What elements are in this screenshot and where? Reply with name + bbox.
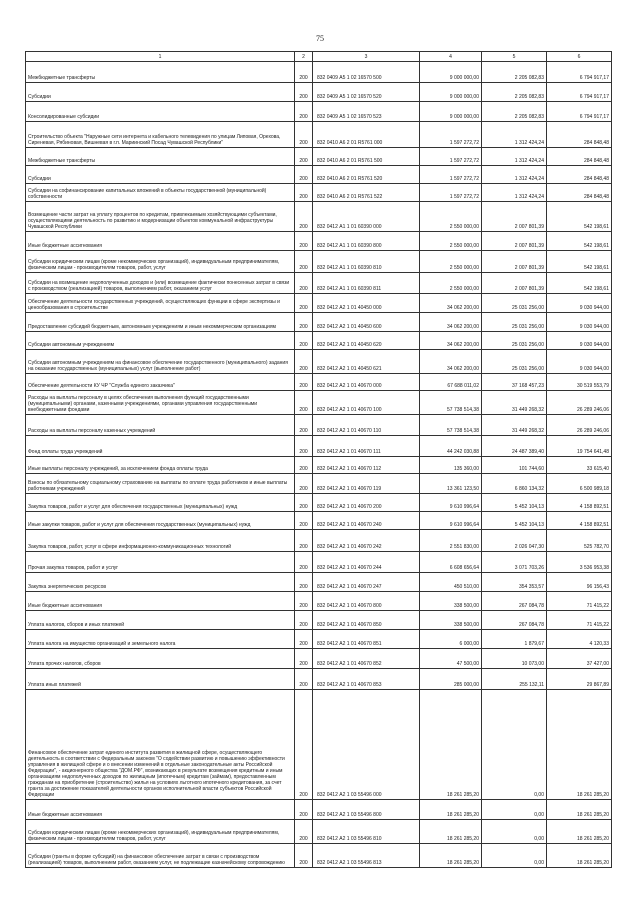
table-row (26, 350, 612, 374)
row-ved-cell: 200 (295, 350, 313, 374)
row-ved-cell: 200 (295, 800, 313, 820)
row-plan-cell: 34 062 200,00 (420, 313, 482, 332)
row-ved-cell: 200 (295, 166, 313, 184)
row-rest-cell: 6 794 917,17 (547, 102, 612, 122)
row-name-cell: Возмещение части затрат на уплату процентов по кредитам, привлекаемым хозяйствующими субъектами, осуществляющими деятельность по развитию и модернизации объектов коммунальной инфраструктуры Чувашской Республики (26, 202, 295, 232)
row-plan-cell: 1 597 272,72 (420, 148, 482, 166)
row-fact-cell: 0,00 (482, 690, 547, 800)
table-body (26, 62, 612, 868)
row-fact-cell: 1 312 424,24 (482, 166, 547, 184)
row-name-cell: Субсидии на возмещение недополученных доходов и (или) возмещение фактически понесенных затрат в связи с производством (реализацией) товаров, выполнением работ, оказанием услуг (26, 273, 295, 294)
row-fact-cell: 2 026 047,30 (482, 530, 547, 552)
table-row (26, 83, 612, 102)
row-rest-cell: 4 158 892,51 (547, 494, 612, 512)
row-fact-cell: 25 031 256,00 (482, 313, 547, 332)
row-rest-cell: 542 198,61 (547, 251, 612, 273)
row-plan-cell: 6 608 656,64 (420, 552, 482, 573)
row-plan-cell: 1 597 272,72 (420, 166, 482, 184)
table-row (26, 62, 612, 83)
row-plan-cell: 34 062 200,00 (420, 350, 482, 374)
row-name-cell: Иные бюджетные ассигнования (26, 800, 295, 820)
page-number: 75 (316, 34, 324, 43)
row-code-cell: 832 0412 А2 1 01 40670 111 (313, 436, 420, 457)
row-name-cell: Субсидии юридическим лицам (кроме некоммерческих организаций), индивидуальным предпринимателям, физическим лицам - производителям товаров, работ, услуг (26, 251, 295, 273)
row-rest-cell: 542 198,61 (547, 232, 612, 251)
row-rest-cell: 6 794 917,17 (547, 62, 612, 83)
table-row (26, 251, 612, 273)
table-row (26, 512, 612, 530)
row-ved-cell: 200 (295, 436, 313, 457)
row-fact-cell: 0,00 (482, 820, 547, 844)
row-name-cell: Субсидии автономным учреждениям на финансовое обеспечение государственного (муниципального) задания на оказание государственных (муниципальных) услуг (выполнение работ) (26, 350, 295, 374)
table-row (26, 273, 612, 294)
row-ved-cell: 200 (295, 391, 313, 415)
row-ved-cell: 200 (295, 415, 313, 436)
row-rest-cell: 9 030 944,00 (547, 332, 612, 350)
row-ved-cell: 200 (295, 820, 313, 844)
row-code-cell: 832 0412 А2 1 01 40670 853 (313, 669, 420, 690)
row-code-cell: 832 0412 А1 1 01 60390 811 (313, 273, 420, 294)
row-ved-cell: 200 (295, 669, 313, 690)
row-ved-cell: 200 (295, 844, 313, 868)
row-fact-cell: 1 879,67 (482, 630, 547, 649)
column-header-1: 1 (26, 52, 295, 62)
row-code-cell: 832 0412 А2 1 01 40670 851 (313, 630, 420, 649)
table-row (26, 494, 612, 512)
row-fact-cell: 10 073,00 (482, 649, 547, 669)
row-ved-cell: 200 (295, 530, 313, 552)
row-ved-cell: 200 (295, 573, 313, 592)
row-plan-cell: 2 550 000,00 (420, 251, 482, 273)
row-ved-cell: 200 (295, 649, 313, 669)
table-row (26, 313, 612, 332)
row-ved-cell: 200 (295, 148, 313, 166)
row-plan-cell: 34 062 200,00 (420, 332, 482, 350)
row-code-cell: 832 0412 А2 1 01 40670 852 (313, 649, 420, 669)
row-fact-cell: 31 449 268,32 (482, 415, 547, 436)
row-name-cell: Уплата иных платежей (26, 669, 295, 690)
row-name-cell: Субсидии (26, 83, 295, 102)
row-code-cell: 832 0410 А6 2 01 R5761 000 (313, 122, 420, 148)
table-row (26, 649, 612, 669)
row-rest-cell: 33 615,40 (547, 457, 612, 474)
row-plan-cell: 18 261 285,20 (420, 690, 482, 800)
row-ved-cell: 200 (295, 184, 313, 202)
column-header-2: 2 (295, 52, 313, 62)
row-code-cell: 832 0412 А2 1 01 40450 621 (313, 350, 420, 374)
row-rest-cell: 96 156,43 (547, 573, 612, 592)
row-name-cell: Консолидированные субсидии (26, 102, 295, 122)
row-plan-cell: 18 261 285,20 (420, 844, 482, 868)
row-code-cell: 832 0412 А2 1 01 40670 800 (313, 592, 420, 611)
row-rest-cell: 26 289 246,06 (547, 391, 612, 415)
row-plan-cell: 9 000 000,00 (420, 83, 482, 102)
table-row (26, 573, 612, 592)
row-ved-cell: 200 (295, 611, 313, 630)
row-plan-cell: 6 000,00 (420, 630, 482, 649)
row-plan-cell: 57 738 514,38 (420, 391, 482, 415)
table-row (26, 800, 612, 820)
row-fact-cell: 0,00 (482, 800, 547, 820)
row-plan-cell: 67 688 011,02 (420, 374, 482, 391)
column-header-3: 3 (313, 52, 420, 62)
row-plan-cell: 2 550 000,00 (420, 232, 482, 251)
row-ved-cell: 200 (295, 122, 313, 148)
table-row (26, 669, 612, 690)
row-rest-cell: 6 500 989,18 (547, 474, 612, 494)
row-fact-cell: 5 452 104,13 (482, 494, 547, 512)
row-plan-cell: 9 000 000,00 (420, 62, 482, 83)
row-code-cell: 832 0410 А6 2 01 R5761 500 (313, 148, 420, 166)
table-row (26, 374, 612, 391)
row-fact-cell: 3 071 703,26 (482, 552, 547, 573)
row-ved-cell: 200 (295, 313, 313, 332)
row-plan-cell: 44 242 030,88 (420, 436, 482, 457)
row-fact-cell: 5 452 104,13 (482, 512, 547, 530)
row-plan-cell: 57 738 514,38 (420, 415, 482, 436)
table-row (26, 232, 612, 251)
row-ved-cell: 200 (295, 552, 313, 573)
row-rest-cell: 30 519 553,79 (547, 374, 612, 391)
row-name-cell: Расходы на выплаты персоналу в целях обеспечения выполнения функций государственными (муниципальными) органами, казенными учреждениями, органами управления государственными внебюджетными фондами (26, 391, 295, 415)
row-fact-cell: 2 007 801,39 (482, 202, 547, 232)
row-fact-cell: 2 205 082,83 (482, 102, 547, 122)
row-name-cell: Строительство объекта "Наружные сети интернета и кабельного телевидения по улицам Липовая, Орехова, Сиреневая, Рябиновая, Вишневая в г.п. Мариинский Посад Чувашской Республики" (26, 122, 295, 148)
row-plan-cell: 9 000 000,00 (420, 102, 482, 122)
row-plan-cell: 338 500,00 (420, 611, 482, 630)
row-code-cell: 832 0412 А2 1 01 40670 112 (313, 457, 420, 474)
table-row (26, 415, 612, 436)
row-rest-cell: 284 848,48 (547, 148, 612, 166)
row-code-cell: 832 0412 А2 1 01 40670 200 (313, 494, 420, 512)
row-ved-cell: 200 (295, 273, 313, 294)
row-fact-cell: 267 084,78 (482, 611, 547, 630)
row-name-cell: Субсидии на софинансирование капитальных вложений в объекты государственной (муниципальной) собственности (26, 184, 295, 202)
row-code-cell: 832 0412 А2 1 01 40670 100 (313, 391, 420, 415)
row-code-cell: 832 0412 А2 1 01 40670 119 (313, 474, 420, 494)
row-code-cell: 832 0412 А2 1 03 55496 810 (313, 820, 420, 844)
row-fact-cell: 31 449 268,32 (482, 391, 547, 415)
row-name-cell: Уплата налогов, сборов и иных платежей (26, 611, 295, 630)
row-fact-cell: 2 205 082,83 (482, 62, 547, 83)
row-name-cell: Фонд оплаты труда учреждений (26, 436, 295, 457)
table-row (26, 611, 612, 630)
row-plan-cell: 18 261 285,20 (420, 800, 482, 820)
row-ved-cell: 200 (295, 83, 313, 102)
row-rest-cell: 4 158 892,51 (547, 512, 612, 530)
table-row (26, 148, 612, 166)
row-plan-cell: 135 360,00 (420, 457, 482, 474)
row-fact-cell: 37 168 457,23 (482, 374, 547, 391)
row-ved-cell: 200 (295, 332, 313, 350)
row-fact-cell: 25 031 256,00 (482, 350, 547, 374)
row-code-cell: 832 0412 А2 1 01 40670 850 (313, 611, 420, 630)
row-name-cell: Расходы на выплаты персоналу казенных учреждений (26, 415, 295, 436)
row-code-cell: 832 0412 А2 1 01 40670 240 (313, 512, 420, 530)
row-code-cell: 832 0412 А2 1 01 40450 600 (313, 313, 420, 332)
row-rest-cell: 9 030 944,00 (547, 294, 612, 313)
table-row (26, 202, 612, 232)
row-plan-cell: 2 551 830,00 (420, 530, 482, 552)
row-ved-cell: 200 (295, 294, 313, 313)
column-number-row (26, 52, 612, 62)
table-row (26, 457, 612, 474)
row-rest-cell: 19 754 641,48 (547, 436, 612, 457)
row-plan-cell: 18 261 285,20 (420, 820, 482, 844)
row-name-cell: Прочая закупка товаров, работ и услуг (26, 552, 295, 573)
table-row (26, 332, 612, 350)
row-name-cell: Закупка товаров, работ, услуг в сфере информационно-коммуникационных технологий (26, 530, 295, 552)
row-name-cell: Иные бюджетные ассигнования (26, 232, 295, 251)
row-plan-cell: 9 610 996,64 (420, 512, 482, 530)
row-code-cell: 832 0412 А2 1 03 55496 800 (313, 800, 420, 820)
row-fact-cell: 6 860 134,32 (482, 474, 547, 494)
row-ved-cell: 200 (295, 690, 313, 800)
row-rest-cell: 9 030 944,00 (547, 313, 612, 332)
row-name-cell: Субсидии автономным учреждениям (26, 332, 295, 350)
row-rest-cell: 26 289 246,06 (547, 415, 612, 436)
row-code-cell: 832 0412 А1 1 01 60390 800 (313, 232, 420, 251)
table-row (26, 844, 612, 868)
row-ved-cell: 200 (295, 474, 313, 494)
row-name-cell: Финансовое обеспечение затрат единого института развития в жилищной сфере, осуществляющего деятельность в соответствии с Федеральным законом "О содействии развитию и повышению эффективности управления в жилищной сфере и о внесении изменений в отдельные законодательные акты Российской Федерации", - акционерного общества "ДОМ.РФ", возникающих в результате возмещения кредитным и иным организациям недополученных доходов по жилищным (ипотечным) кредитам (займам), предоставленным гражданам на приобретение (строительство) жилья на условиях льготного ипотечного кредитования, за счет гранта за достижение показателей деятельности органов исполнительной власти субъектов Российской Федерации (26, 690, 295, 800)
row-plan-cell: 1 597 272,72 (420, 184, 482, 202)
row-plan-cell: 338 500,00 (420, 592, 482, 611)
row-code-cell: 832 0412 А2 1 01 40670 247 (313, 573, 420, 592)
row-code-cell: 832 0412 А2 1 03 55496 813 (313, 844, 420, 868)
row-rest-cell: 18 261 285,20 (547, 844, 612, 868)
row-name-cell: Предоставление субсидий бюджетным, автономным учреждениям и иным некоммерческим организациям (26, 313, 295, 332)
row-fact-cell: 2 007 801,39 (482, 251, 547, 273)
row-code-cell: 832 0412 А2 1 01 40670 244 (313, 552, 420, 573)
table-row (26, 122, 612, 148)
row-rest-cell: 542 198,61 (547, 202, 612, 232)
row-name-cell: Обеспечение деятельности государственных учреждений, осуществляющих функции в сфере экспертизы и ценообразования в строительстве (26, 294, 295, 313)
row-plan-cell: 2 550 000,00 (420, 202, 482, 232)
row-code-cell: 832 0412 А1 1 01 60390 810 (313, 251, 420, 273)
row-code-cell: 832 0412 А1 1 01 60390 000 (313, 202, 420, 232)
row-plan-cell: 2 550 000,00 (420, 273, 482, 294)
row-ved-cell: 200 (295, 630, 313, 649)
row-ved-cell: 200 (295, 251, 313, 273)
row-code-cell: 832 0412 А2 1 01 40450 000 (313, 294, 420, 313)
row-fact-cell: 24 487 389,40 (482, 436, 547, 457)
row-name-cell: Иные закупки товаров, работ и услуг для обеспечения государственных (муниципальных) нужд (26, 512, 295, 530)
row-name-cell: Обеспечение деятельности КУ ЧР "Служба единого заказчика" (26, 374, 295, 391)
row-rest-cell: 6 794 917,17 (547, 83, 612, 102)
row-rest-cell: 29 867,89 (547, 669, 612, 690)
row-ved-cell: 200 (295, 202, 313, 232)
table-row (26, 552, 612, 573)
column-header-5: 5 (482, 52, 547, 62)
row-rest-cell: 3 536 953,38 (547, 552, 612, 573)
row-rest-cell: 71 415,22 (547, 611, 612, 630)
row-name-cell: Уплата прочих налогов, сборов (26, 649, 295, 669)
row-name-cell: Закупка энергетических ресурсов (26, 573, 295, 592)
table-row (26, 630, 612, 649)
row-fact-cell: 1 312 424,24 (482, 148, 547, 166)
row-code-cell: 832 0409 А5 1 02 16570 500 (313, 62, 420, 83)
row-rest-cell: 542 198,61 (547, 273, 612, 294)
row-rest-cell: 18 261 285,20 (547, 800, 612, 820)
table-row (26, 592, 612, 611)
row-rest-cell: 284 848,48 (547, 166, 612, 184)
row-fact-cell: 2 007 801,39 (482, 273, 547, 294)
row-fact-cell: 354 353,57 (482, 573, 547, 592)
row-fact-cell: 2 205 082,83 (482, 83, 547, 102)
table-row (26, 690, 612, 800)
table-row (26, 184, 612, 202)
row-name-cell: Иные бюджетные ассигнования (26, 592, 295, 611)
table-row (26, 294, 612, 313)
row-name-cell: Уплата налога на имущество организаций и земельного налога (26, 630, 295, 649)
table-row (26, 391, 612, 415)
row-code-cell: 832 0412 А2 1 01 40670 110 (313, 415, 420, 436)
row-rest-cell: 4 120,33 (547, 630, 612, 649)
row-plan-cell: 9 610 996,64 (420, 494, 482, 512)
row-rest-cell: 18 261 285,20 (547, 820, 612, 844)
row-code-cell: 832 0412 А2 1 01 40670 242 (313, 530, 420, 552)
row-plan-cell: 47 500,00 (420, 649, 482, 669)
row-code-cell: 832 0409 А5 1 02 16570 520 (313, 83, 420, 102)
row-plan-cell: 285 000,00 (420, 669, 482, 690)
row-name-cell: Субсидии юридическим лицам (кроме некоммерческих организаций), индивидуальным предпринимателям, физическим лицам - производителям товаров, работ, услуг (26, 820, 295, 844)
row-code-cell: 832 0412 А2 1 01 40670 000 (313, 374, 420, 391)
row-name-cell: Субсидии (гранты в форме субсидий) на финансовое обеспечение затрат в связи с производством (реализацией) товаров, выполнением работ, оказанием услуг, не подлежащие казначейскому сопровождению (26, 844, 295, 868)
row-plan-cell: 1 597 272,72 (420, 122, 482, 148)
table-row (26, 436, 612, 457)
row-fact-cell: 267 084,78 (482, 592, 547, 611)
row-code-cell: 832 0410 А6 2 01 R5761 520 (313, 166, 420, 184)
row-fact-cell: 101 744,60 (482, 457, 547, 474)
row-plan-cell: 450 510,00 (420, 573, 482, 592)
row-rest-cell: 284 848,48 (547, 184, 612, 202)
row-fact-cell: 25 031 256,00 (482, 332, 547, 350)
row-ved-cell: 200 (295, 512, 313, 530)
row-code-cell: 832 0409 А5 1 02 16570 523 (313, 102, 420, 122)
row-ved-cell: 200 (295, 62, 313, 83)
row-ved-cell: 200 (295, 102, 313, 122)
row-code-cell: 832 0412 А2 1 03 55496 000 (313, 690, 420, 800)
row-rest-cell: 71 415,22 (547, 592, 612, 611)
table-row (26, 530, 612, 552)
table-row (26, 474, 612, 494)
row-name-cell: Субсидии (26, 166, 295, 184)
row-ved-cell: 200 (295, 374, 313, 391)
table-row (26, 166, 612, 184)
row-plan-cell: 34 062 200,00 (420, 294, 482, 313)
row-plan-cell: 13 361 123,50 (420, 474, 482, 494)
row-ved-cell: 200 (295, 232, 313, 251)
row-fact-cell: 2 007 801,39 (482, 232, 547, 251)
row-ved-cell: 200 (295, 457, 313, 474)
row-fact-cell: 25 031 256,00 (482, 294, 547, 313)
row-code-cell: 832 0412 А2 1 01 40450 620 (313, 332, 420, 350)
row-rest-cell: 525 782,70 (547, 530, 612, 552)
row-ved-cell: 200 (295, 494, 313, 512)
row-rest-cell: 37 427,00 (547, 649, 612, 669)
row-name-cell: Межбюджетные трансферты (26, 62, 295, 83)
column-header-4: 4 (420, 52, 482, 62)
row-name-cell: Взносы по обязательному социальному страхованию на выплаты по оплате труда работников и иные выплаты работникам учреждений (26, 474, 295, 494)
row-fact-cell: 1 312 424,24 (482, 122, 547, 148)
budget-execution-table (25, 51, 612, 868)
row-ved-cell: 200 (295, 592, 313, 611)
row-name-cell: Закупка товаров, работ и услуг для обеспечения государственных (муниципальных) нужд (26, 494, 295, 512)
row-rest-cell: 284 848,48 (547, 122, 612, 148)
table-row (26, 102, 612, 122)
column-header-6: 6 (547, 52, 612, 62)
row-code-cell: 832 0410 А6 2 01 R5761 522 (313, 184, 420, 202)
row-fact-cell: 255 132,11 (482, 669, 547, 690)
row-fact-cell: 0,00 (482, 844, 547, 868)
row-rest-cell: 9 030 944,00 (547, 350, 612, 374)
table-row (26, 820, 612, 844)
row-fact-cell: 1 312 424,24 (482, 184, 547, 202)
row-name-cell: Межбюджетные трансферты (26, 148, 295, 166)
row-rest-cell: 18 261 285,20 (547, 690, 612, 800)
row-name-cell: Иные выплаты персоналу учреждений, за исключением фонда оплаты труда (26, 457, 295, 474)
